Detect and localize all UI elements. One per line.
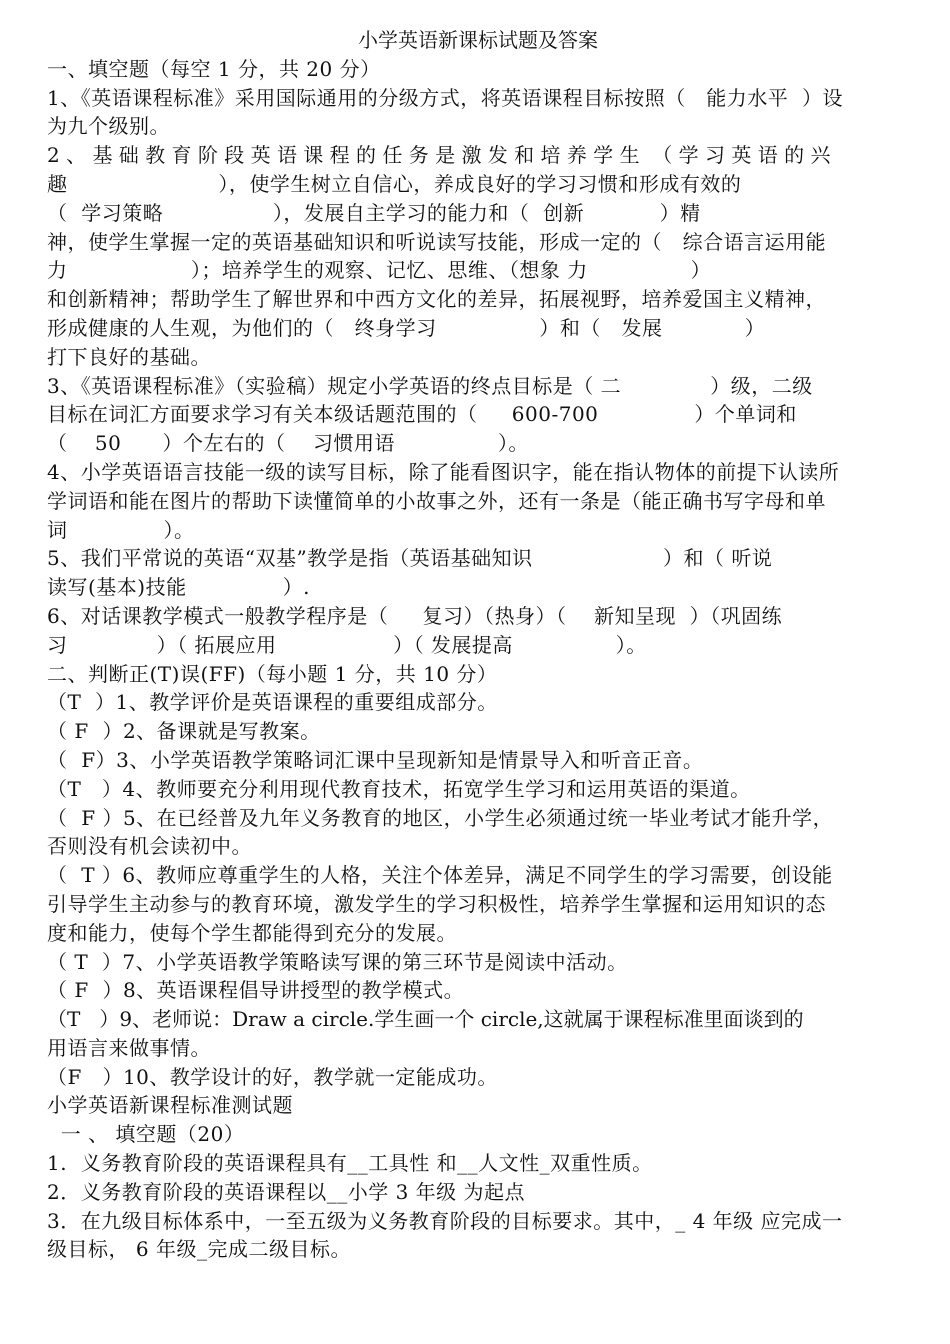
text-line: 力 ）；培养学生的观察、记忆、思维、（想象 力 ） — [47, 258, 712, 283]
text-line: 1. 义务教育阶段的英语课程具有__工具性 和__人文性_双重性质。 — [47, 1151, 653, 1176]
text-line: 为九个级别。 — [47, 114, 170, 139]
text-line: 形成健康的人生观，为他们的（ 终身学习 ）和（ 发展 ） — [47, 315, 766, 340]
text-line: 级目标， 6 年级_完成二级目标。 — [47, 1237, 351, 1262]
text-line: （ T ）7、小学英语教学策略读写课的第三环节是阅读中活动。 — [47, 949, 628, 974]
text-line: （ 50 ）个左右的（ 习惯用语 ）。 — [47, 431, 529, 456]
text-line: （ T ）6、教师应尊重学生的人格，关注个体差异，满足不同学生的学习需要，创设能 — [47, 863, 833, 888]
text-line: 6、对话课教学模式一般教学程序是（ 复习）（热身）（ 新知呈现 ）（巩固练 — [47, 603, 783, 628]
text-line: （ F ）8、英语课程倡导讲授型的教学模式。 — [47, 978, 465, 1003]
text-line: 引导学生主动参与的教育环境，激发学生的学习积极性，培养学生掌握和运用知识的态 — [47, 891, 826, 916]
text-line: 趣 ），使学生树立自信心，养成良好的学习习惯和形成有效的 — [47, 171, 742, 196]
section-heading: 一、填空题（每空 1 分，共 20 分） — [47, 56, 381, 81]
text-line: 词 ）。 — [47, 517, 195, 542]
text-line: 2．义务教育阶段的英语课程以__小学 3 年级 为起点 — [47, 1179, 526, 1204]
section-heading: 二、判断正(T)误(FF)（每小题 1 分，共 10 分） — [47, 661, 498, 686]
text-line: （ 学习策略 ），发展自主学习的能力和（ 创新 ）精 — [47, 200, 701, 225]
text-line: （ F ）2、备课就是写教案。 — [47, 719, 321, 744]
text-line: （T ）1、教学评价是英语课程的重要组成部分。 — [47, 690, 498, 715]
text-line: 否则没有机会读初中。 — [47, 834, 252, 859]
text-line: 用语言来做事情。 — [47, 1035, 211, 1060]
text-line: 5、我们平常说的英语“双基”教学是指（英语基础知识 ）和（ 听说 — [47, 546, 773, 571]
section-heading: 小学英语新课程标准测试题 — [47, 1093, 293, 1118]
text-line: 1、《英语课程标准》采用国际通用的分级方式，将英语课程目标按照（ 能力水平 ）设 — [47, 85, 844, 110]
text-line: 和创新精神；帮助学生了解世界和中西方文化的差异，拓展视野，培养爱国主义精神， — [47, 287, 826, 312]
text-line: （T ）4、教师要充分利用现代教育技术，拓宽学生学习和运用英语的渠道。 — [47, 776, 751, 801]
section-heading: 一 、 填空题（20） — [47, 1122, 245, 1147]
text-line: （ F ）5、在已经普及九年义务教育的地区，小学生必须通过统一毕业考试才能升学， — [47, 805, 834, 830]
text-line: （ F）3、小学英语教学策略词汇课中呈现新知是情景导入和听音正音。 — [47, 747, 704, 772]
document-title: 小学英语新课标试题及答案 — [358, 28, 598, 52]
text-line: 读写(基本)技能 ）. — [47, 575, 310, 600]
text-line: （F ）10、教学设计的好，教学就一定能成功。 — [47, 1064, 498, 1089]
document-page — [47, 26, 909, 1264]
text-line: 目标在词汇方面要求学习有关本级话题范围的（ 600-700 ）个单词和 — [47, 402, 797, 427]
text-line: 学词语和能在图片的帮助下读懂简单的小故事之外，还有一条是（能正确书写字母和单 — [47, 488, 826, 513]
text-line: 3．在九级目标体系中，一至五级为义务教育阶段的目标要求。其中，_ 4 年级 应完成一 — [47, 1208, 843, 1233]
text-line: 2 、 基 础 教 育 阶 段 英 语 课 程 的 任 务 是 激 发 和 培 养 学 生 （ 学 习 英 语 的 兴 — [47, 143, 831, 168]
text-line: （T ）9、老师说：Draw a circle.学生画一个 circle,这就属于课程标准里面谈到的 — [47, 1007, 804, 1032]
text-line: 打下良好的基础。 — [47, 344, 211, 369]
text-line: 3、《英语课程标准》（实验稿）规定小学英语的终点目标是（ 二 ）级，二级 — [47, 373, 813, 398]
text-line: 度和能力，使每个学生都能得到充分的发展。 — [47, 920, 457, 945]
text-line: 习 ）（ 拓展应用 ）（ 发展提高 ）。 — [47, 632, 647, 657]
text-line: 4、小学英语语言技能一级的读写目标，除了能看图识字，能在指认物体的前提下认读所 — [47, 459, 840, 484]
text-line: 神，使学生掌握一定的英语基础知识和听说读写技能，形成一定的（ 综合语言运用能 — [47, 229, 827, 254]
